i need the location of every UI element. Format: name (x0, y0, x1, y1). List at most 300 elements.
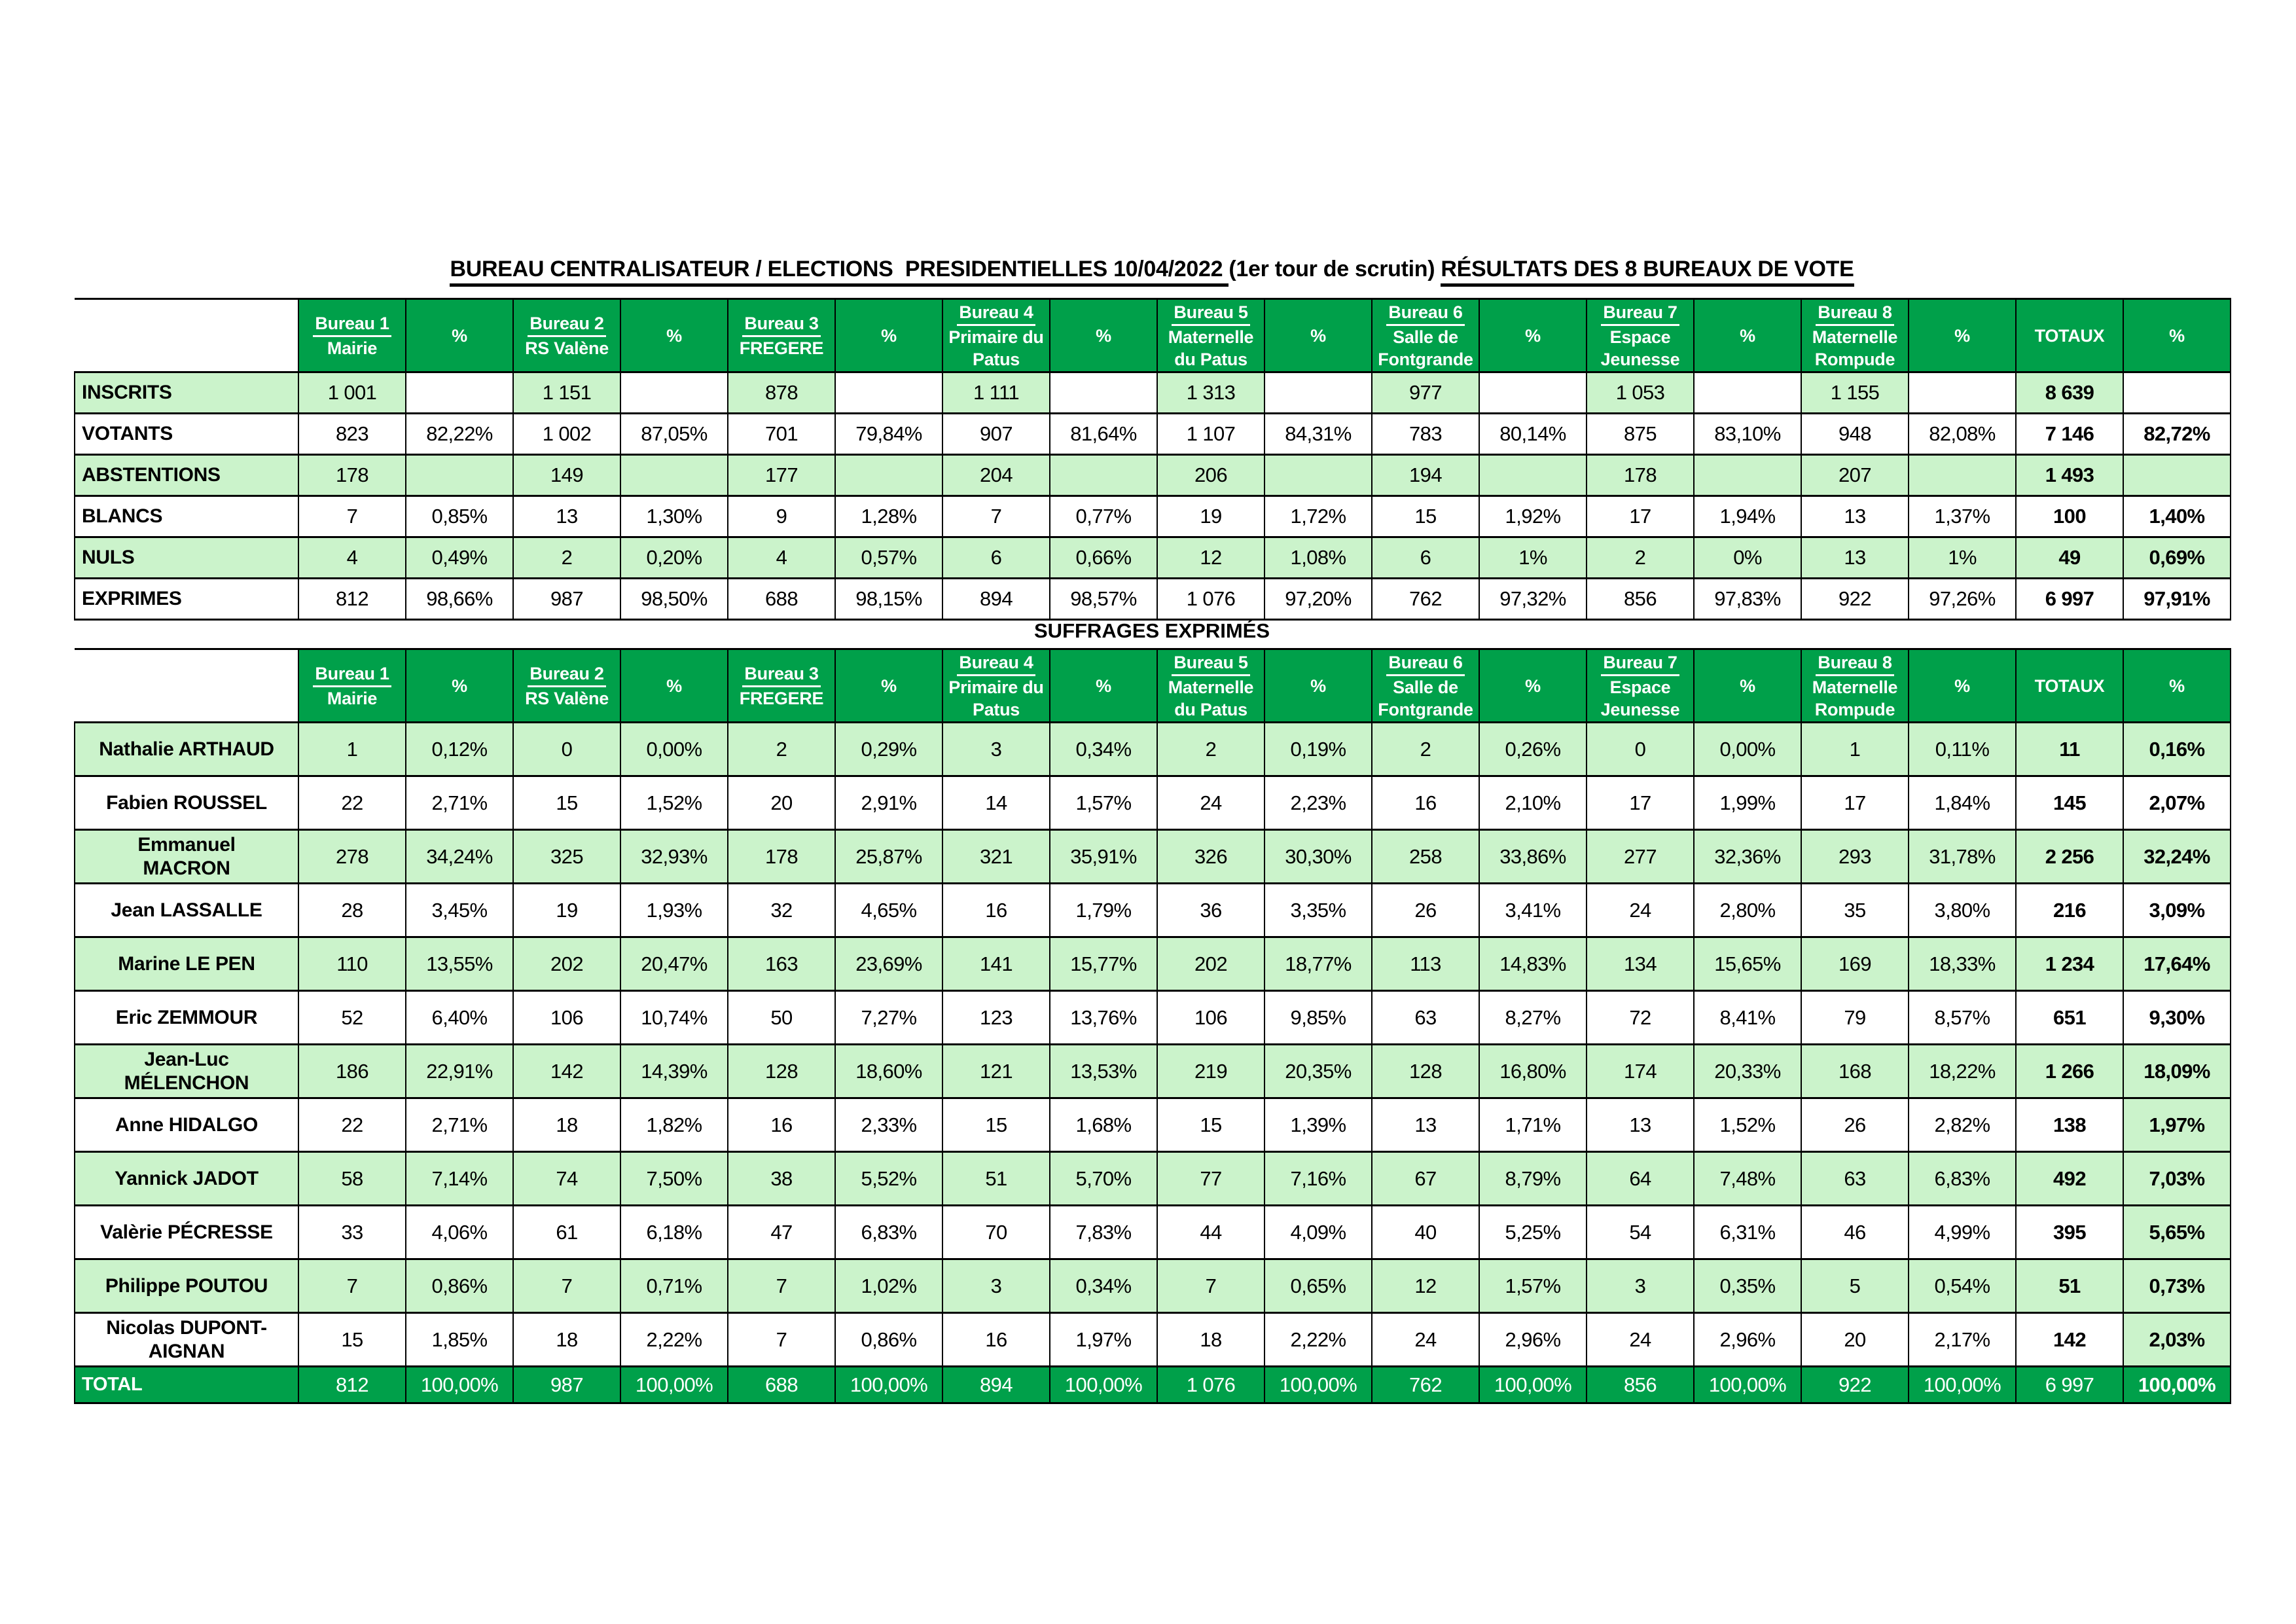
value-cell: 47 (728, 1206, 835, 1259)
results-summary-table (74, 298, 2231, 621)
bureau-location: Salle de Fontgrande (1378, 677, 1473, 719)
value-cell: 783 (1372, 414, 1479, 455)
percent-cell: 0,11% (1909, 723, 2016, 776)
value-cell: 878 (728, 372, 835, 414)
value-cell: 17 (1801, 776, 1909, 830)
percent-cell: 0,66% (1050, 537, 1157, 579)
value-cell: 278 (298, 830, 406, 884)
row-total-percent-cell: 9,30% (2123, 991, 2231, 1045)
bureau-number: Bureau 1 (313, 662, 391, 687)
percent-cell: 35,91% (1050, 830, 1157, 884)
value-cell: 26 (1372, 884, 1479, 937)
percent-cell: 14,39% (620, 1045, 728, 1098)
value-cell: 15 (1157, 1098, 1265, 1152)
percent-cell: 18,77% (1265, 937, 1372, 991)
percent-cell: 1,84% (1909, 776, 2016, 830)
value-cell: 74 (513, 1152, 620, 1206)
value-cell: 204 (942, 455, 1050, 496)
bureau-header (1801, 299, 1909, 372)
hatched-percent-cell (1050, 455, 1157, 496)
bureau-header (1587, 299, 1694, 372)
percent-cell: 100,00% (1479, 1367, 1587, 1403)
value-cell: 13 (1801, 537, 1909, 579)
value-cell: 70 (942, 1206, 1050, 1259)
percent-cell: 97,32% (1479, 579, 1587, 620)
value-cell: 79 (1801, 991, 1909, 1045)
value-cell: 16 (942, 1313, 1050, 1367)
bureau-location: Mairie (327, 338, 378, 358)
summary-row (75, 496, 2231, 537)
percent-cell: 1,68% (1050, 1098, 1157, 1152)
percent-cell: 0,57% (835, 537, 942, 579)
bureau-location: FREGERE (739, 338, 824, 358)
value-cell: 202 (513, 937, 620, 991)
percent-cell: 6,40% (406, 991, 513, 1045)
percent-cell: 7,16% (1265, 1152, 1372, 1206)
value-cell: 163 (728, 937, 835, 991)
percent-cell: 20,35% (1265, 1045, 1372, 1098)
percent-cell: 97,26% (1909, 579, 2016, 620)
bureau-number: Bureau 7 (1601, 651, 1679, 676)
value-cell: 168 (1801, 1045, 1909, 1098)
percent-cell: 1,57% (1479, 1259, 1587, 1313)
candidate-row (75, 991, 2231, 1045)
percent-cell: 7,83% (1050, 1206, 1157, 1259)
hatched-percent-cell (1694, 455, 1801, 496)
percent-header: % (620, 299, 728, 372)
row-total-percent-cell: 1,97% (2123, 1098, 2231, 1152)
value-cell: 18 (1157, 1313, 1265, 1367)
value-cell: 907 (942, 414, 1050, 455)
value-cell: 1 313 (1157, 372, 1265, 414)
hatched-percent-cell (1265, 455, 1372, 496)
value-cell: 13 (1801, 496, 1909, 537)
value-cell: 128 (1372, 1045, 1479, 1098)
candidate-row (75, 723, 2231, 776)
value-cell: 206 (1157, 455, 1265, 496)
crossed-percent-cell (620, 372, 728, 414)
percent-cell: 0,34% (1050, 1259, 1157, 1313)
percent-cell: 1,94% (1694, 496, 1801, 537)
bureau-number: Bureau 4 (957, 301, 1035, 326)
percent-cell: 4,09% (1265, 1206, 1372, 1259)
row-total-percent-cell: 82,72% (2123, 414, 2231, 455)
value-cell: 326 (1157, 830, 1265, 884)
value-cell: 28 (298, 884, 406, 937)
value-cell: 1 151 (513, 372, 620, 414)
candidate-name: Nathalie ARTHAUD (75, 723, 298, 776)
row-total-percent-cell: 1,40% (2123, 496, 2231, 537)
value-cell: 24 (1587, 884, 1694, 937)
value-cell: 26 (1801, 1098, 1909, 1152)
percent-cell: 100,00% (1909, 1367, 2016, 1403)
value-cell: 7 (728, 1259, 835, 1313)
value-cell: 17 (1587, 776, 1694, 830)
value-cell: 7 (298, 1259, 406, 1313)
hatched-percent-cell (2123, 455, 2231, 496)
percent-cell: 98,50% (620, 579, 728, 620)
row-label: ABSTENTIONS (75, 455, 298, 496)
percent-cell: 0,86% (406, 1259, 513, 1313)
percent-cell: 1,02% (835, 1259, 942, 1313)
hatched-percent-cell (835, 455, 942, 496)
value-cell: 293 (1801, 830, 1909, 884)
percent-cell: 2,23% (1265, 776, 1372, 830)
percent-cell: 0,00% (620, 723, 728, 776)
row-label: INSCRITS (75, 372, 298, 414)
bureau-number: Bureau 2 (528, 312, 605, 337)
percent-cell: 7,48% (1694, 1152, 1801, 1206)
value-cell: 3 (942, 1259, 1050, 1313)
value-cell: 688 (728, 1367, 835, 1403)
row-total-cell: 2 256 (2016, 830, 2123, 884)
bureau-header (728, 649, 835, 723)
crossed-percent-cell (1909, 372, 2016, 414)
value-cell: 16 (1372, 776, 1479, 830)
bureau-location: Espace Jeunesse (1600, 677, 1680, 719)
value-cell: 922 (1801, 579, 1909, 620)
percent-header: % (1479, 299, 1587, 372)
candidate-name: Nicolas DUPONT-AIGNAN (75, 1313, 298, 1367)
value-cell: 13 (1587, 1098, 1694, 1152)
row-total-percent-cell: 0,16% (2123, 723, 2231, 776)
percent-cell: 87,05% (620, 414, 728, 455)
value-cell: 2 (1372, 723, 1479, 776)
value-cell: 894 (942, 579, 1050, 620)
suffrages-exprimes-table (74, 648, 2231, 1404)
corner-cell (75, 299, 298, 372)
percent-cell: 25,87% (835, 830, 942, 884)
value-cell: 321 (942, 830, 1050, 884)
value-cell: 875 (1587, 414, 1694, 455)
percent-cell: 8,27% (1479, 991, 1587, 1045)
percent-cell: 1,92% (1479, 496, 1587, 537)
bureau-location: RS Valène (525, 688, 609, 708)
bureau-header (298, 649, 406, 723)
value-cell: 856 (1587, 1367, 1694, 1403)
percent-header: % (2123, 299, 2231, 372)
row-total-cell: 142 (2016, 1313, 2123, 1367)
percent-cell: 84,31% (1265, 414, 1372, 455)
bureau-header-row (75, 649, 2231, 723)
bureau-header (1157, 299, 1265, 372)
value-cell: 1 111 (942, 372, 1050, 414)
summary-table-wrap (74, 298, 2231, 621)
value-cell: 762 (1372, 1367, 1479, 1403)
value-cell: 18 (513, 1098, 620, 1152)
value-cell: 24 (1587, 1313, 1694, 1367)
bureau-header (942, 299, 1050, 372)
hatched-percent-cell (406, 455, 513, 496)
value-cell: 948 (1801, 414, 1909, 455)
percent-header: % (620, 649, 728, 723)
crossed-percent-cell (1050, 372, 1157, 414)
grand-total-cell: 6 997 (2016, 1367, 2123, 1403)
value-cell: 174 (1587, 1045, 1694, 1098)
value-cell: 40 (1372, 1206, 1479, 1259)
totaux-header: TOTAUX (2016, 299, 2123, 372)
value-cell: 1 053 (1587, 372, 1694, 414)
bureau-number: Bureau 5 (1172, 651, 1249, 676)
percent-cell: 6,31% (1694, 1206, 1801, 1259)
percent-cell: 97,20% (1265, 579, 1372, 620)
percent-header: % (1265, 299, 1372, 372)
percent-cell: 0,54% (1909, 1259, 2016, 1313)
crossed-percent-cell (1694, 372, 1801, 414)
percent-cell: 6,83% (1909, 1152, 2016, 1206)
candidate-name: Yannick JADOT (75, 1152, 298, 1206)
value-cell: 12 (1157, 537, 1265, 579)
row-total-percent-cell: 0,69% (2123, 537, 2231, 579)
value-cell: 258 (1372, 830, 1479, 884)
value-cell: 5 (1801, 1259, 1909, 1313)
percent-header: % (2123, 649, 2231, 723)
percent-cell: 0,34% (1050, 723, 1157, 776)
bureau-number: Bureau 3 (742, 662, 820, 687)
value-cell: 3 (942, 723, 1050, 776)
percent-cell: 13,76% (1050, 991, 1157, 1045)
bureau-number: Bureau 6 (1386, 651, 1464, 676)
value-cell: 186 (298, 1045, 406, 1098)
percent-header: % (1909, 299, 2016, 372)
value-cell: 20 (728, 776, 835, 830)
percent-header: % (406, 299, 513, 372)
percent-header: % (1694, 649, 1801, 723)
bureau-number: Bureau 3 (742, 312, 820, 337)
row-total-cell: 651 (2016, 991, 2123, 1045)
percent-cell: 0,35% (1694, 1259, 1801, 1313)
percent-cell: 82,08% (1909, 414, 2016, 455)
row-label: VOTANTS (75, 414, 298, 455)
percent-header: % (1694, 299, 1801, 372)
value-cell: 106 (1157, 991, 1265, 1045)
bureau-header (942, 649, 1050, 723)
row-total-percent-cell: 18,09% (2123, 1045, 2231, 1098)
percent-cell: 2,22% (1265, 1313, 1372, 1367)
summary-row (75, 579, 2231, 620)
value-cell: 987 (513, 579, 620, 620)
value-cell: 219 (1157, 1045, 1265, 1098)
percent-cell: 4,99% (1909, 1206, 2016, 1259)
percent-cell: 100,00% (1694, 1367, 1801, 1403)
row-total-cell: 100 (2016, 496, 2123, 537)
value-cell: 177 (728, 455, 835, 496)
candidate-name: Eric ZEMMOUR (75, 991, 298, 1045)
percent-cell: 15,77% (1050, 937, 1157, 991)
percent-cell: 0% (1694, 537, 1801, 579)
crossed-percent-cell (2123, 372, 2231, 414)
bureau-header (1157, 649, 1265, 723)
percent-cell: 100,00% (835, 1367, 942, 1403)
value-cell: 7 (942, 496, 1050, 537)
bureau-number: Bureau 8 (1816, 301, 1893, 326)
percent-header: % (1265, 649, 1372, 723)
bureau-number: Bureau 7 (1601, 301, 1679, 326)
percent-cell: 83,10% (1694, 414, 1801, 455)
value-cell: 178 (298, 455, 406, 496)
percent-cell: 97,83% (1694, 579, 1801, 620)
row-total-percent-cell: 97,91% (2123, 579, 2231, 620)
percent-cell: 10,74% (620, 991, 728, 1045)
percent-cell: 3,35% (1265, 884, 1372, 937)
percent-cell: 32,36% (1694, 830, 1801, 884)
percent-cell: 7,14% (406, 1152, 513, 1206)
bureau-location: Primaire du Patus (948, 327, 1044, 369)
bureau-header (513, 649, 620, 723)
percent-cell: 1,08% (1265, 537, 1372, 579)
bureau-number: Bureau 2 (528, 662, 605, 687)
totaux-header: TOTAUX (2016, 649, 2123, 723)
value-cell: 36 (1157, 884, 1265, 937)
percent-cell: 1,97% (1050, 1313, 1157, 1367)
percent-cell: 0,49% (406, 537, 513, 579)
value-cell: 688 (728, 579, 835, 620)
candidate-row (75, 1045, 2231, 1098)
percent-cell: 1,37% (1909, 496, 2016, 537)
row-label: BLANCS (75, 496, 298, 537)
bureau-location: Salle de Fontgrande (1378, 327, 1473, 369)
value-cell: 2 (1157, 723, 1265, 776)
percent-cell: 5,25% (1479, 1206, 1587, 1259)
percent-cell: 22,91% (406, 1045, 513, 1098)
value-cell: 15 (298, 1313, 406, 1367)
percent-cell: 7,50% (620, 1152, 728, 1206)
value-cell: 812 (298, 1367, 406, 1403)
value-cell: 52 (298, 991, 406, 1045)
crossed-percent-cell (406, 372, 513, 414)
value-cell: 63 (1801, 1152, 1909, 1206)
percent-cell: 81,64% (1050, 414, 1157, 455)
value-cell: 1 155 (1801, 372, 1909, 414)
percent-header: % (835, 649, 942, 723)
percent-cell: 1,52% (620, 776, 728, 830)
percent-cell: 3,45% (406, 884, 513, 937)
crossed-percent-cell (835, 372, 942, 414)
percent-cell: 34,24% (406, 830, 513, 884)
value-cell: 33 (298, 1206, 406, 1259)
value-cell: 1 076 (1157, 1367, 1265, 1403)
bureau-location: FREGERE (739, 688, 824, 708)
percent-header: % (1909, 649, 2016, 723)
row-label: NULS (75, 537, 298, 579)
bureau-header (1587, 649, 1694, 723)
percent-cell: 98,66% (406, 579, 513, 620)
row-total-cell: 145 (2016, 776, 2123, 830)
percent-cell: 100,00% (620, 1367, 728, 1403)
value-cell: 16 (728, 1098, 835, 1152)
title-part-3: RÉSULTATS DES 8 BUREAUX DE VOTE (1441, 257, 1854, 287)
value-cell: 4 (728, 537, 835, 579)
value-cell: 14 (942, 776, 1050, 830)
value-cell: 1 001 (298, 372, 406, 414)
value-cell: 6 (1372, 537, 1479, 579)
candidate-name: Jean-Luc MÉLENCHON (75, 1045, 298, 1098)
suffrages-exprimes-subtitle: SUFFRAGES EXPRIMÉS (1034, 619, 1270, 642)
hatched-percent-cell (620, 455, 728, 496)
percent-cell: 18,33% (1909, 937, 2016, 991)
percent-cell: 32,93% (620, 830, 728, 884)
percent-cell: 2,71% (406, 776, 513, 830)
value-cell: 50 (728, 991, 835, 1045)
value-cell: 61 (513, 1206, 620, 1259)
candidate-name: Marine LE PEN (75, 937, 298, 991)
candidate-name: Valèrie PÉCRESSE (75, 1206, 298, 1259)
row-total-percent-cell: 3,09% (2123, 884, 2231, 937)
value-cell: 44 (1157, 1206, 1265, 1259)
percent-cell: 16,80% (1479, 1045, 1587, 1098)
bureau-location: Maternelle Rompude (1812, 327, 1898, 369)
value-cell: 1 (298, 723, 406, 776)
candidate-row (75, 937, 2231, 991)
row-total-percent-cell: 2,03% (2123, 1313, 2231, 1367)
percent-cell: 100,00% (406, 1367, 513, 1403)
bureau-location: RS Valène (525, 338, 609, 358)
bureau-location: Espace Jeunesse (1600, 327, 1680, 369)
percent-cell: 0,86% (835, 1313, 942, 1367)
percent-cell: 2,82% (1909, 1098, 2016, 1152)
candidate-row (75, 1206, 2231, 1259)
candidate-row (75, 1313, 2231, 1367)
value-cell: 77 (1157, 1152, 1265, 1206)
value-cell: 7 (513, 1259, 620, 1313)
bureau-number: Bureau 8 (1816, 651, 1893, 676)
row-total-percent-cell: 7,03% (2123, 1152, 2231, 1206)
corner-cell (75, 649, 298, 723)
value-cell: 38 (728, 1152, 835, 1206)
value-cell: 134 (1587, 937, 1694, 991)
value-cell: 51 (942, 1152, 1050, 1206)
percent-cell: 14,83% (1479, 937, 1587, 991)
value-cell: 178 (728, 830, 835, 884)
row-total-cell: 8 639 (2016, 372, 2123, 414)
bureau-location: Maternelle du Patus (1168, 327, 1254, 369)
value-cell: 2 (513, 537, 620, 579)
value-cell: 123 (942, 991, 1050, 1045)
row-total-percent-cell: 17,64% (2123, 937, 2231, 991)
value-cell: 149 (513, 455, 620, 496)
percent-cell: 23,69% (835, 937, 942, 991)
value-cell: 12 (1372, 1259, 1479, 1313)
bureau-location: Maternelle Rompude (1812, 677, 1898, 719)
percent-cell: 1,30% (620, 496, 728, 537)
percent-cell: 3,80% (1909, 884, 2016, 937)
value-cell: 15 (1372, 496, 1479, 537)
value-cell: 35 (1801, 884, 1909, 937)
value-cell: 1 076 (1157, 579, 1265, 620)
value-cell: 1 107 (1157, 414, 1265, 455)
value-cell: 13 (513, 496, 620, 537)
value-cell: 4 (298, 537, 406, 579)
percent-cell: 0,19% (1265, 723, 1372, 776)
percent-cell: 30,30% (1265, 830, 1372, 884)
value-cell: 16 (942, 884, 1050, 937)
value-cell: 701 (728, 414, 835, 455)
title-part-1: BUREAU CENTRALISATEUR / ELECTIONS PRESIDENTIELLES 10/04/2022 (450, 257, 1229, 287)
value-cell: 58 (298, 1152, 406, 1206)
percent-cell: 18,22% (1909, 1045, 2016, 1098)
bureau-header-row (75, 299, 2231, 372)
percent-cell: 2,17% (1909, 1313, 2016, 1367)
percent-cell: 18,60% (835, 1045, 942, 1098)
total-row-label: TOTAL (75, 1367, 298, 1403)
percent-cell: 79,84% (835, 414, 942, 455)
candidate-row (75, 1259, 2231, 1313)
percent-cell: 1,93% (620, 884, 728, 937)
percent-cell: 2,22% (620, 1313, 728, 1367)
percent-cell: 6,18% (620, 1206, 728, 1259)
percent-cell: 0,12% (406, 723, 513, 776)
value-cell: 194 (1372, 455, 1479, 496)
